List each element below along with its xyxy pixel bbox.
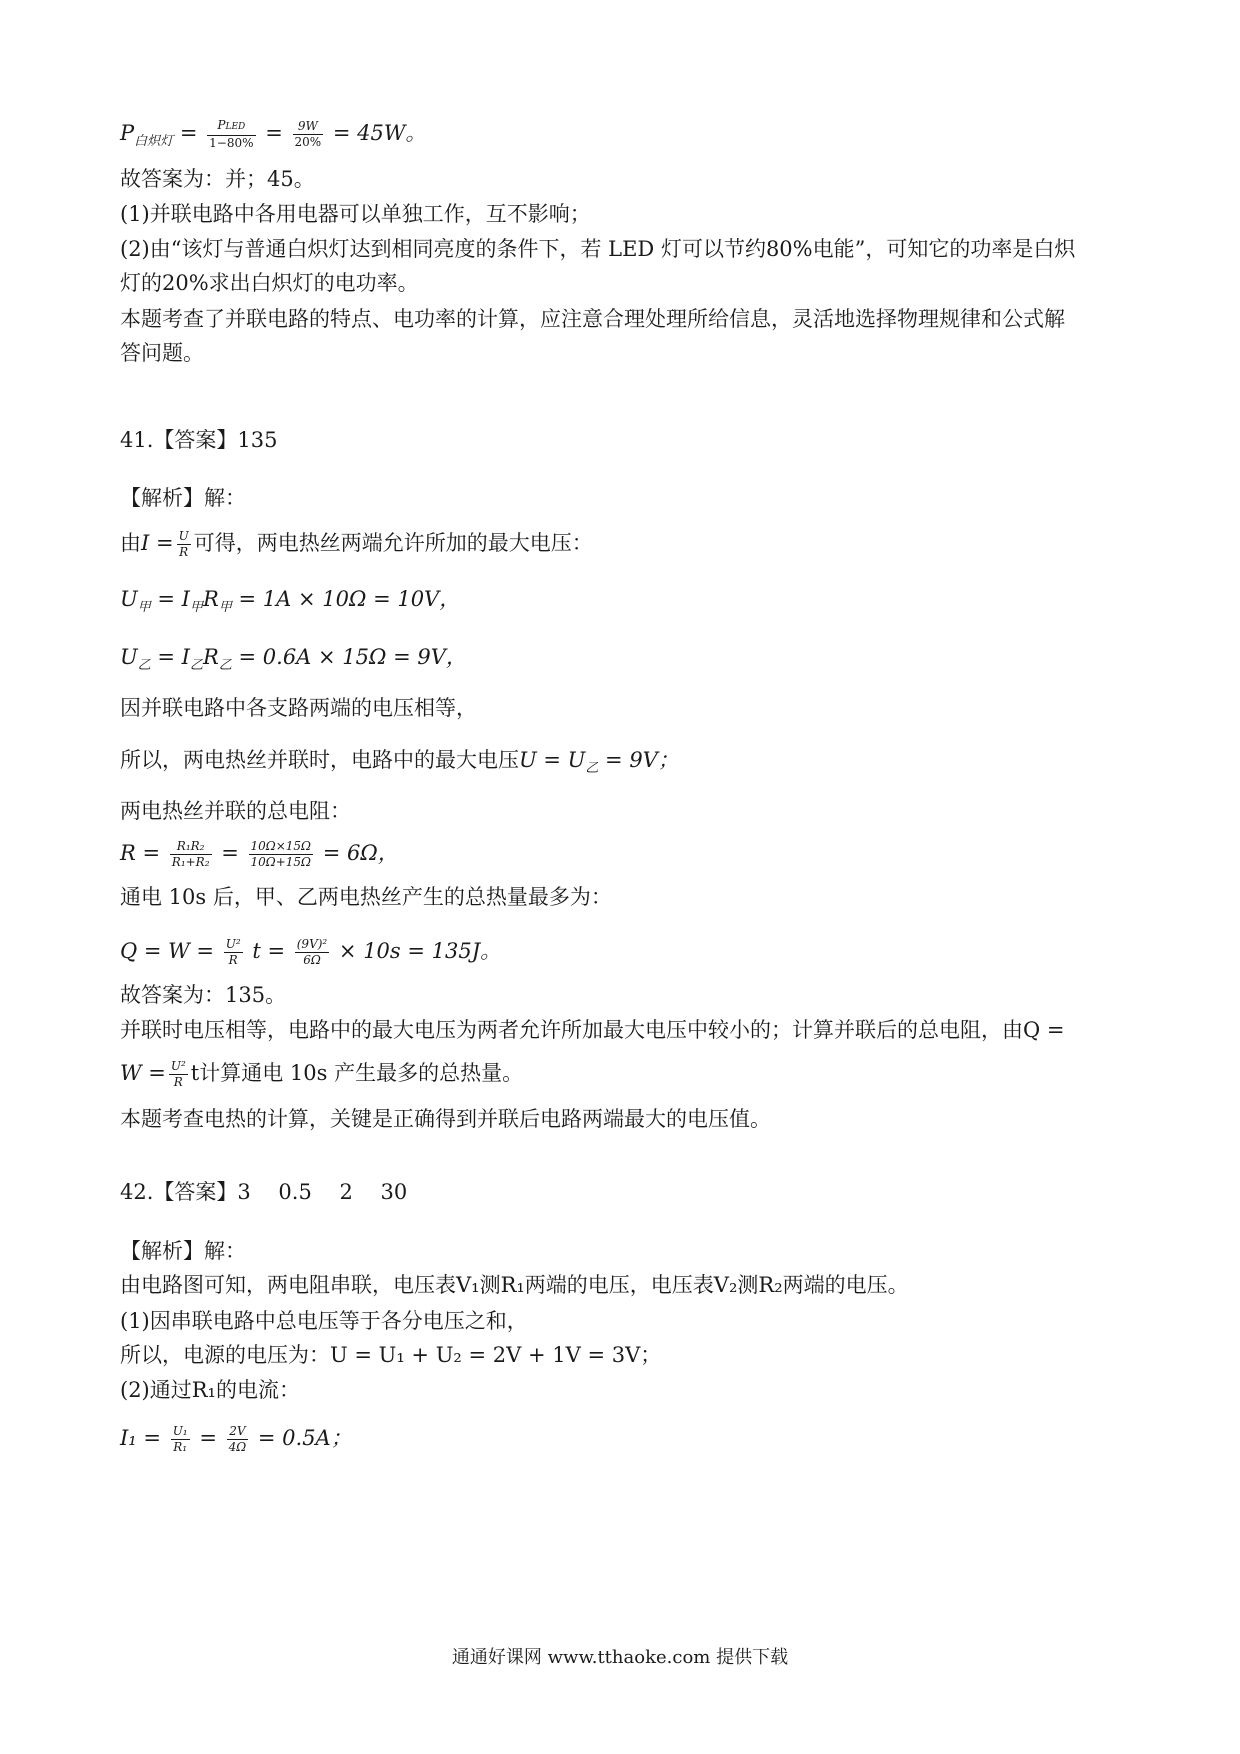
symbol: R (203, 587, 219, 611)
subscript: 乙 (585, 761, 599, 776)
fraction-u2-over-r (169, 1059, 188, 1090)
voltage-yi-line (120, 642, 1120, 681)
text: 所以，两电热丝并联时，电路中的最大电压 (120, 748, 519, 772)
equals: = (179, 121, 198, 145)
denominator: 4Ω (228, 1440, 247, 1454)
total-resistance-line (120, 838, 1120, 870)
formula: W = (120, 1061, 166, 1085)
ohm-law-line (120, 528, 1120, 560)
explanation-line: (2)通过R₁的电流： (120, 1378, 300, 1402)
numerator: U (178, 529, 189, 543)
numerator: 9W (293, 119, 324, 135)
question-41-answer: 41.【答案】135 (120, 428, 278, 452)
formula-white-lamp-power (120, 118, 1120, 157)
text: 由 (120, 531, 141, 555)
formula: R = (120, 841, 161, 865)
denominator: 20% (294, 135, 322, 149)
equals: = (265, 121, 283, 145)
summary-line: 本题考查电热的计算，关键是正确得到并联后电路两端最大的电压值。 (120, 1107, 771, 1131)
denominator: R (173, 1075, 183, 1089)
fraction-9v2 (295, 937, 329, 968)
symbol: U (120, 645, 138, 669)
numerator: U² (225, 937, 241, 951)
text: 可得，两电热丝两端允许所加的最大电压： (193, 531, 593, 555)
numerator: U² (170, 1059, 186, 1073)
summary-line: 本题考查了并联电路的特点、电功率的计算，应注意合理处理所给信息，灵活地选择物理规律和公式解 (120, 307, 1065, 331)
explanation-line: (2)由“该灯与普通白炽灯达到相同亮度的条件下，若 LED 灯可以节约80%电能”，可知它的功率是白炽 (120, 237, 1076, 261)
result: = 0.5A； (257, 1426, 352, 1450)
subscript: 乙 (137, 658, 151, 673)
fraction-u-over-r (177, 529, 191, 560)
heat-explanation-line (120, 1058, 1120, 1090)
symbol: = I (157, 587, 190, 611)
subscript-white-lamp: 白炽灯 (134, 134, 174, 149)
fraction-u1-over-r1 (171, 1424, 190, 1455)
fraction-u2-over-r (224, 937, 243, 968)
explanation-line: (1)因串联电路中总电压等于各分电压之和， (120, 1309, 528, 1333)
max-voltage-line (120, 745, 1120, 784)
symbol: = I (157, 645, 190, 669)
numerator-sub: LED (225, 122, 246, 132)
heat-formula-line (120, 936, 1120, 968)
explanation-line: 并联时电压相等，电路中的最大电压为两者允许所加最大电压中较小的；计算并联后的总电阻，由Q = (120, 1018, 1065, 1042)
fraction-10-15 (249, 839, 314, 870)
fraction-pled (207, 118, 255, 151)
result: = 6Ω， (322, 841, 399, 865)
summary-line: 答问题。 (120, 341, 204, 365)
text: t计算通电 10s 产生最多的总热量。 (190, 1061, 524, 1085)
denominator: 10Ω+15Ω (250, 855, 312, 869)
subscript: 甲 (218, 600, 232, 615)
formula: t = (252, 939, 286, 963)
analysis-heading: 【解析】解： (120, 486, 246, 510)
answer-line: 故答案为：135。 (120, 983, 287, 1007)
result: × 10s = 135J。 (338, 939, 502, 963)
symbol: R (203, 645, 219, 669)
question-42-answer: 42.【答案】3 0.5 2 30 (120, 1180, 408, 1204)
result: = 9V； (605, 748, 679, 772)
fraction-9w (293, 119, 324, 150)
subscript: 甲 (189, 600, 203, 615)
subscript: 乙 (189, 658, 203, 673)
result: = 1A × 10Ω = 10V， (238, 587, 461, 611)
numerator: P (217, 118, 226, 132)
symbol-p: P (120, 121, 135, 145)
denominator: R₁+R₂ (171, 855, 210, 869)
numerator: 10Ω×15Ω (250, 839, 312, 853)
formula: Q = W = (120, 939, 215, 963)
formula: U = U (519, 748, 586, 772)
denominator: 1−80% (209, 136, 254, 150)
explanation-line: 因并联电路中各支路两端的电压相等， (120, 696, 477, 720)
numerator: 2V (227, 1424, 249, 1440)
fraction-r1r2 (170, 839, 212, 870)
answer-line: 故答案为：并；45。 (120, 167, 315, 191)
subscript: 甲 (137, 600, 151, 615)
denominator: R (228, 953, 238, 967)
numerator: R₁R₂ (170, 839, 212, 855)
formula: I = (141, 531, 174, 555)
voltage-jia-line (120, 584, 1120, 623)
explanation-line: 灯的20%求出白炽灯的电功率。 (120, 271, 419, 295)
explanation-line: 所以，电源的电压为：U = U₁ + U₂ = 2V + 1V = 3V； (120, 1343, 662, 1367)
equals: = (221, 841, 239, 865)
numerator: U₁ (172, 1424, 188, 1438)
explanation-line: 通电 10s 后，甲、乙两电热丝产生的总热量最多为： (120, 885, 612, 909)
current-formula-line (120, 1423, 1120, 1455)
denominator: 6Ω (303, 953, 321, 967)
explanation-line: 两电热丝并联的总电阻： (120, 799, 351, 823)
formula: I₁ = (120, 1426, 161, 1450)
explanation-line: (1)并联电路中各用电器可以单独工作，互不影响； (120, 202, 591, 226)
subscript: 乙 (218, 658, 232, 673)
fraction-2v-4ohm (227, 1424, 249, 1455)
analysis-heading: 【解析】解： (120, 1239, 246, 1263)
result: = 0.6A × 15Ω = 9V， (238, 645, 467, 669)
denominator: R₁ (173, 1440, 188, 1454)
page-footer: 通通好课网 www.tthaoke.com 提供下载 (451, 1647, 789, 1668)
denominator: R (179, 545, 189, 559)
numerator: (9V)² (296, 937, 328, 951)
symbol: U (120, 587, 138, 611)
equals: = (199, 1426, 217, 1450)
explanation-line: 由电路图可知，两电阻串联，电压表V₁测R₁两端的电压，电压表V₂测R₂两端的电压。 (120, 1273, 909, 1297)
result: = 45W。 (332, 121, 427, 145)
